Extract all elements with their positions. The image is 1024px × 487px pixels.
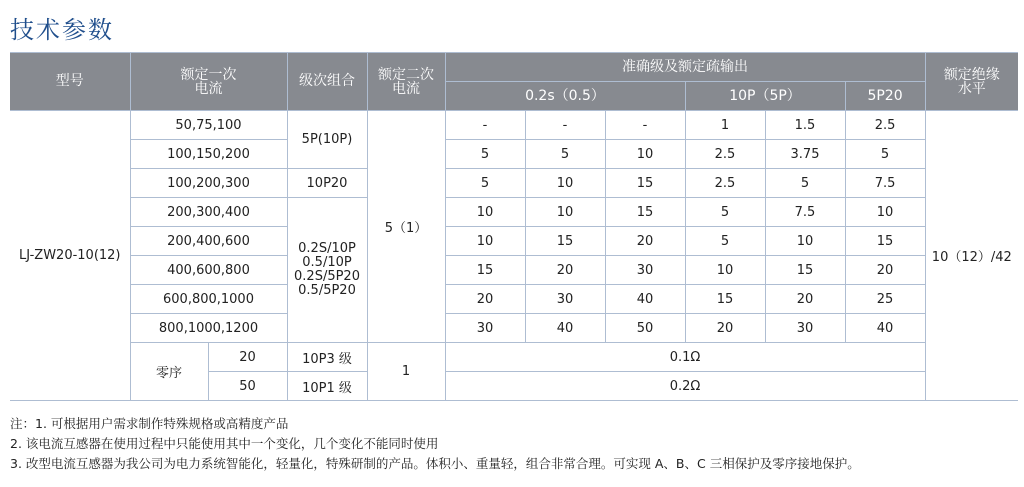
note-line: 注：1. 可根据用户需求制作特殊规格或高精度产品 bbox=[10, 416, 289, 431]
value-cell: - bbox=[605, 111, 685, 140]
value-cell: 15 bbox=[605, 169, 685, 198]
value-cell: 5 bbox=[685, 227, 765, 256]
value-cell: 25 bbox=[845, 285, 925, 314]
table-row bbox=[10, 140, 1018, 169]
header-insulation bbox=[925, 53, 1018, 111]
page-title: 技术参数 bbox=[10, 16, 114, 44]
value-cell: 2.5 bbox=[845, 111, 925, 140]
value-cell: 15 bbox=[605, 198, 685, 227]
value-cell: 30 bbox=[765, 314, 845, 343]
zero-sequence-secondary: 1 bbox=[367, 343, 445, 401]
header-secondary-current-line1: 额定二次 bbox=[378, 66, 434, 83]
header-secondary-current bbox=[367, 53, 445, 111]
header-class-combo: 级次组合 bbox=[287, 53, 367, 111]
primary-current-cell: 400,600,800 bbox=[130, 256, 287, 285]
header-insulation-line1: 额定绝缘 bbox=[943, 66, 1000, 83]
value-cell: 5 bbox=[445, 169, 525, 198]
combo-line: 0.2S/10P bbox=[298, 241, 356, 256]
value-cell: 20 bbox=[445, 285, 525, 314]
combo-line: 0.5/5P20 bbox=[298, 283, 356, 298]
value-cell: 10 bbox=[685, 256, 765, 285]
class-combo-cell bbox=[287, 198, 367, 343]
value-cell: 20 bbox=[605, 227, 685, 256]
zero-sequence-current: 50 bbox=[208, 372, 287, 401]
combo-line: 0.5/10P bbox=[302, 255, 352, 270]
table-row bbox=[10, 111, 1018, 140]
table-row bbox=[10, 314, 1018, 343]
value-cell: 5 bbox=[445, 140, 525, 169]
model-cell: LJ-ZW20-10(12) bbox=[10, 111, 130, 401]
zero-sequence-label: 零序 bbox=[130, 343, 208, 401]
value-cell: 30 bbox=[605, 256, 685, 285]
value-cell: 5 bbox=[685, 198, 765, 227]
primary-current-cell: 200,400,600 bbox=[130, 227, 287, 256]
note-line: 3. 改型电流互感器为我公司为电力系统智能化，轻量化，特殊研制的产品。体积小、重量轻，组合非常合理。可实现 A、B、C 三相保护及零序接地保护。 bbox=[10, 456, 860, 471]
value-cell: 40 bbox=[525, 314, 605, 343]
value-cell: 15 bbox=[525, 227, 605, 256]
value-cell: 5 bbox=[525, 140, 605, 169]
header-sub-02s: 0.2s（0.5） bbox=[445, 82, 685, 111]
primary-current-cell: 100,150,200 bbox=[130, 140, 287, 169]
value-cell: 10 bbox=[605, 140, 685, 169]
zero-sequence-current: 20 bbox=[208, 343, 287, 372]
notes bbox=[10, 414, 860, 474]
value-cell: 7.5 bbox=[765, 198, 845, 227]
primary-current-cell: 50,75,100 bbox=[130, 111, 287, 140]
value-cell: - bbox=[525, 111, 605, 140]
table-row bbox=[10, 169, 1018, 198]
header-primary-current bbox=[130, 53, 287, 111]
primary-current-cell: 800,1000,1200 bbox=[130, 314, 287, 343]
value-cell: 20 bbox=[525, 256, 605, 285]
value-cell: 1.5 bbox=[765, 111, 845, 140]
header-secondary-current-line2: 电流 bbox=[392, 80, 420, 97]
header-insulation-line2: 水平 bbox=[957, 80, 986, 97]
value-cell: 10 bbox=[765, 227, 845, 256]
header-primary-current-line2: 电流 bbox=[194, 80, 223, 97]
value-cell: 15 bbox=[445, 256, 525, 285]
value-cell: 30 bbox=[525, 285, 605, 314]
value-cell: 3.75 bbox=[765, 140, 845, 169]
table-row bbox=[10, 343, 1018, 372]
value-cell: 2.5 bbox=[685, 140, 765, 169]
value-cell: 20 bbox=[765, 285, 845, 314]
value-cell: 10 bbox=[525, 198, 605, 227]
value-cell: 7.5 bbox=[845, 169, 925, 198]
value-cell: 1 bbox=[685, 111, 765, 140]
value-cell: 50 bbox=[605, 314, 685, 343]
value-cell: 15 bbox=[845, 227, 925, 256]
primary-current-cell: 600,800,1000 bbox=[130, 285, 287, 314]
value-cell: 30 bbox=[445, 314, 525, 343]
header-primary-current-line1: 额定一次 bbox=[180, 66, 237, 83]
insulation-cell: 10（12）/42 bbox=[925, 111, 1018, 401]
note-line: 2. 该电流互感器在使用过程中只能使用其中一个变化，几个变化不能同时使用 bbox=[10, 436, 439, 451]
table-row bbox=[10, 198, 1018, 227]
primary-current-cell: 100,200,300 bbox=[130, 169, 287, 198]
value-cell: 40 bbox=[605, 285, 685, 314]
class-combo-cell: 5P(10P) bbox=[287, 111, 367, 169]
value-cell: 20 bbox=[845, 256, 925, 285]
value-cell: 15 bbox=[765, 256, 845, 285]
primary-current-cell: 200,300,400 bbox=[130, 198, 287, 227]
table-row bbox=[10, 227, 1018, 256]
value-cell: 40 bbox=[845, 314, 925, 343]
header-sub-10p: 10P（5P） bbox=[685, 82, 845, 111]
header-sub-5p20: 5P20 bbox=[845, 82, 925, 111]
header-model: 型号 bbox=[10, 53, 130, 111]
table-row bbox=[10, 256, 1018, 285]
secondary-current-cell: 5（1） bbox=[367, 111, 445, 343]
header-accuracy-output: 准确级及额定疏输出 bbox=[445, 53, 925, 82]
value-cell: 10 bbox=[525, 169, 605, 198]
value-cell: 10 bbox=[445, 198, 525, 227]
combo-line: 0.2S/5P20 bbox=[294, 269, 360, 284]
value-cell: 2.5 bbox=[685, 169, 765, 198]
spec-table bbox=[10, 52, 1018, 401]
zero-sequence-output: 0.1Ω bbox=[445, 343, 925, 372]
value-cell: 20 bbox=[685, 314, 765, 343]
zero-sequence-combo: 10P1 级 bbox=[287, 372, 367, 401]
table-row bbox=[10, 285, 1018, 314]
class-combo-cell: 10P20 bbox=[287, 169, 367, 198]
value-cell: 5 bbox=[845, 140, 925, 169]
value-cell: - bbox=[445, 111, 525, 140]
zero-sequence-output: 0.2Ω bbox=[445, 372, 925, 401]
value-cell: 5 bbox=[765, 169, 845, 198]
value-cell: 10 bbox=[845, 198, 925, 227]
zero-sequence-combo: 10P3 级 bbox=[287, 343, 367, 372]
value-cell: 15 bbox=[685, 285, 765, 314]
value-cell: 10 bbox=[445, 227, 525, 256]
